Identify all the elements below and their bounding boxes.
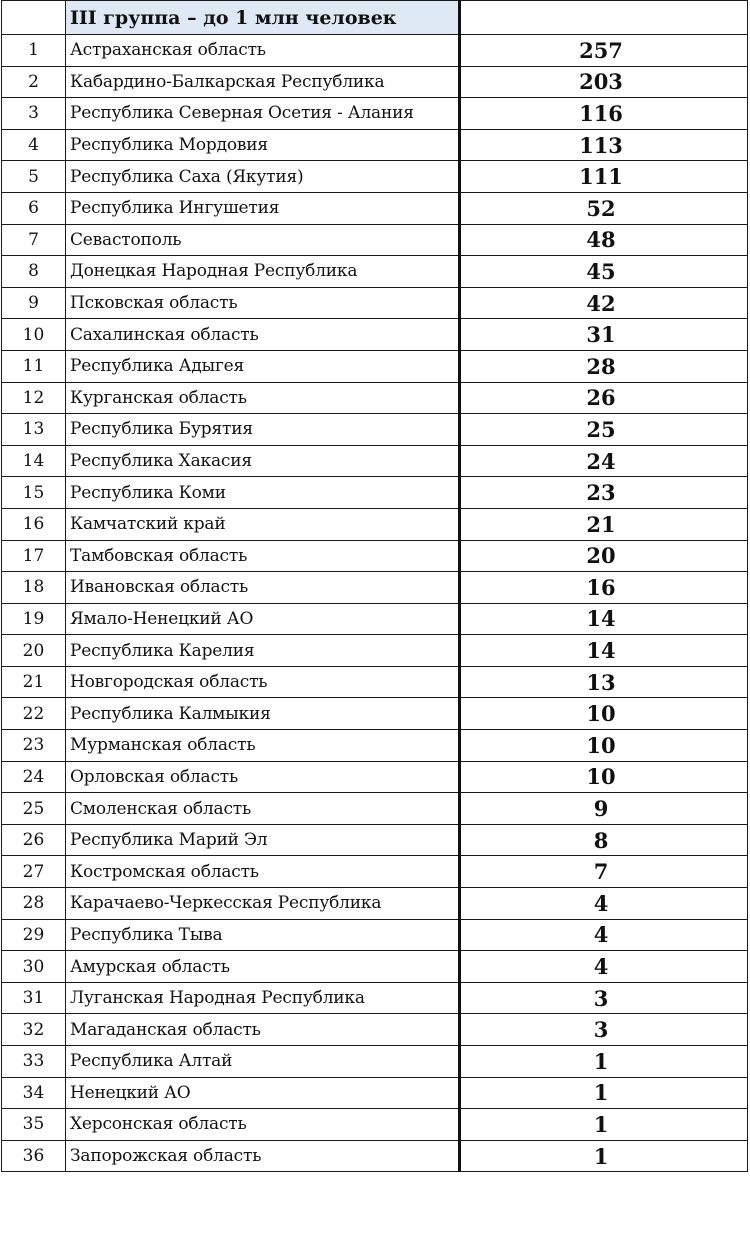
value-cell[interactable]: 28 [460, 350, 748, 382]
region-name-cell[interactable]: Республика Калмыкия [66, 698, 460, 730]
value-cell[interactable]: 14 [460, 603, 748, 635]
value-cell[interactable]: 4 [460, 951, 748, 983]
value-cell[interactable]: 26 [460, 382, 748, 414]
region-ranking-table [1, 0, 748, 1172]
row-number-cell[interactable]: 23 [2, 730, 66, 762]
row-number-cell[interactable]: 12 [2, 382, 66, 414]
value-cell[interactable]: 3 [460, 1014, 748, 1046]
row-number-cell[interactable]: 36 [2, 1140, 66, 1172]
value-cell[interactable]: 8 [460, 824, 748, 856]
row-number-cell[interactable]: 3 [2, 98, 66, 130]
table-row [2, 192, 748, 224]
row-number-cell[interactable]: 31 [2, 982, 66, 1014]
value-cell[interactable]: 113 [460, 129, 748, 161]
row-number-cell[interactable]: 16 [2, 508, 66, 540]
region-name-cell[interactable]: Смоленская область [66, 793, 460, 825]
region-name-cell[interactable]: Запорожская область [66, 1140, 460, 1172]
region-name-cell[interactable]: Амурская область [66, 951, 460, 983]
row-number-cell[interactable]: 7 [2, 224, 66, 256]
value-cell[interactable]: 10 [460, 761, 748, 793]
row-number-cell[interactable]: 28 [2, 888, 66, 920]
table-row [2, 1109, 748, 1141]
region-name-cell[interactable]: Республика Ингушетия [66, 192, 460, 224]
region-name-cell[interactable]: Республика Адыгея [66, 350, 460, 382]
row-number-cell[interactable]: 5 [2, 161, 66, 193]
region-name-cell[interactable]: Тамбовская область [66, 540, 460, 572]
value-cell[interactable]: 7 [460, 856, 748, 888]
table-row [2, 66, 748, 98]
value-cell[interactable]: 31 [460, 319, 748, 351]
region-name-cell[interactable]: Республика Карелия [66, 635, 460, 667]
value-cell[interactable]: 16 [460, 572, 748, 604]
table-row [2, 635, 748, 667]
region-name-cell[interactable]: Луганская Народная Республика [66, 982, 460, 1014]
table-row [2, 1014, 748, 1046]
row-number-cell[interactable]: 33 [2, 1046, 66, 1078]
row-number-cell[interactable]: 32 [2, 1014, 66, 1046]
table-row [2, 129, 748, 161]
region-name-cell[interactable]: Астраханская область [66, 35, 460, 67]
value-cell[interactable]: 48 [460, 224, 748, 256]
row-number-cell[interactable]: 9 [2, 287, 66, 319]
row-number-cell[interactable]: 19 [2, 603, 66, 635]
value-cell[interactable]: 203 [460, 66, 748, 98]
region-name-cell[interactable]: Магаданская область [66, 1014, 460, 1046]
table-row [2, 730, 748, 762]
table-row [2, 698, 748, 730]
value-cell[interactable]: 111 [460, 161, 748, 193]
value-cell[interactable]: 52 [460, 192, 748, 224]
row-number-cell[interactable]: 27 [2, 856, 66, 888]
region-name-cell[interactable]: Республика Алтай [66, 1046, 460, 1078]
header-value-cell[interactable] [460, 1, 748, 35]
table-row [2, 982, 748, 1014]
value-cell[interactable]: 3 [460, 982, 748, 1014]
table-row [2, 382, 748, 414]
row-number-cell[interactable]: 6 [2, 192, 66, 224]
region-name-cell[interactable]: Донецкая Народная Республика [66, 256, 460, 288]
region-name-cell[interactable]: Республика Северная Осетия - Алания [66, 98, 460, 130]
row-number-cell[interactable]: 18 [2, 572, 66, 604]
region-name-cell[interactable]: Мурманская область [66, 730, 460, 762]
region-name-cell[interactable]: Республика Коми [66, 477, 460, 509]
table-body [2, 1, 748, 1172]
value-cell[interactable]: 23 [460, 477, 748, 509]
group-header-row [2, 1, 748, 35]
value-cell[interactable]: 10 [460, 730, 748, 762]
value-cell[interactable]: 4 [460, 888, 748, 920]
table-row [2, 414, 748, 446]
table-row [2, 572, 748, 604]
value-cell[interactable]: 1 [460, 1140, 748, 1172]
row-number-cell[interactable]: 22 [2, 698, 66, 730]
value-cell[interactable]: 9 [460, 793, 748, 825]
table-row [2, 603, 748, 635]
table-row [2, 761, 748, 793]
value-cell[interactable]: 45 [460, 256, 748, 288]
table-row [2, 224, 748, 256]
table-row [2, 1140, 748, 1172]
region-name-cell[interactable]: Херсонская область [66, 1109, 460, 1141]
row-number-cell[interactable]: 2 [2, 66, 66, 98]
row-number-cell[interactable]: 17 [2, 540, 66, 572]
region-name-cell[interactable]: Республика Марий Эл [66, 824, 460, 856]
header-blank-cell[interactable] [2, 1, 66, 35]
region-name-cell[interactable]: Ямало-Ненецкий АО [66, 603, 460, 635]
value-cell[interactable]: 20 [460, 540, 748, 572]
region-name-cell[interactable]: Ивановская область [66, 572, 460, 604]
table-row [2, 540, 748, 572]
region-name-cell[interactable]: Новгородская область [66, 666, 460, 698]
table-row [2, 856, 748, 888]
table-row [2, 319, 748, 351]
value-cell[interactable]: 42 [460, 287, 748, 319]
row-number-cell[interactable]: 4 [2, 129, 66, 161]
row-number-cell[interactable]: 20 [2, 635, 66, 667]
row-number-cell[interactable]: 15 [2, 477, 66, 509]
table-row [2, 35, 748, 67]
value-cell[interactable]: 24 [460, 445, 748, 477]
table-row [2, 161, 748, 193]
value-cell[interactable]: 257 [460, 35, 748, 67]
row-number-cell[interactable]: 25 [2, 793, 66, 825]
table-row [2, 888, 748, 920]
region-name-cell[interactable]: Сахалинская область [66, 319, 460, 351]
table-row [2, 1046, 748, 1078]
group-title[interactable]: III группа – до 1 млн человек [66, 1, 460, 35]
region-name-cell[interactable]: Карачаево-Черкесская Республика [66, 888, 460, 920]
row-number-cell[interactable]: 24 [2, 761, 66, 793]
row-number-cell[interactable]: 30 [2, 951, 66, 983]
table-row [2, 1077, 748, 1109]
table-row [2, 919, 748, 951]
region-name-cell[interactable]: Севастополь [66, 224, 460, 256]
region-name-cell[interactable]: Курганская область [66, 382, 460, 414]
region-name-cell[interactable]: Орловская область [66, 761, 460, 793]
region-name-cell[interactable]: Костромская область [66, 856, 460, 888]
value-cell[interactable]: 1 [460, 1046, 748, 1078]
region-name-cell[interactable]: Кабардино-Балкарская Республика [66, 66, 460, 98]
region-name-cell[interactable]: Псковская область [66, 287, 460, 319]
row-number-cell[interactable]: 21 [2, 666, 66, 698]
row-number-cell[interactable]: 35 [2, 1109, 66, 1141]
table-row [2, 256, 748, 288]
region-name-cell[interactable]: Камчатский край [66, 508, 460, 540]
row-number-cell[interactable]: 26 [2, 824, 66, 856]
value-cell[interactable]: 1 [460, 1077, 748, 1109]
value-cell[interactable]: 13 [460, 666, 748, 698]
region-name-cell[interactable]: Республика Саха (Якутия) [66, 161, 460, 193]
table-row [2, 477, 748, 509]
value-cell[interactable]: 4 [460, 919, 748, 951]
row-number-cell[interactable]: 13 [2, 414, 66, 446]
value-cell[interactable]: 25 [460, 414, 748, 446]
region-name-cell[interactable]: Республика Тыва [66, 919, 460, 951]
row-number-cell[interactable]: 8 [2, 256, 66, 288]
region-name-cell[interactable]: Республика Мордовия [66, 129, 460, 161]
row-number-cell[interactable]: 14 [2, 445, 66, 477]
value-cell[interactable]: 14 [460, 635, 748, 667]
region-name-cell[interactable]: Ненецкий АО [66, 1077, 460, 1109]
value-cell[interactable]: 10 [460, 698, 748, 730]
table-row [2, 508, 748, 540]
region-name-cell[interactable]: Республика Хакасия [66, 445, 460, 477]
row-number-cell[interactable]: 11 [2, 350, 66, 382]
table-row [2, 666, 748, 698]
region-name-cell[interactable]: Республика Бурятия [66, 414, 460, 446]
table-row [2, 824, 748, 856]
value-cell[interactable]: 1 [460, 1109, 748, 1141]
row-number-cell[interactable]: 1 [2, 35, 66, 67]
table-row [2, 287, 748, 319]
row-number-cell[interactable]: 10 [2, 319, 66, 351]
table-row [2, 98, 748, 130]
row-number-cell[interactable]: 29 [2, 919, 66, 951]
table-row [2, 445, 748, 477]
table-row [2, 793, 748, 825]
value-cell[interactable]: 21 [460, 508, 748, 540]
value-cell[interactable]: 116 [460, 98, 748, 130]
table-row [2, 951, 748, 983]
table-row [2, 350, 748, 382]
row-number-cell[interactable]: 34 [2, 1077, 66, 1109]
